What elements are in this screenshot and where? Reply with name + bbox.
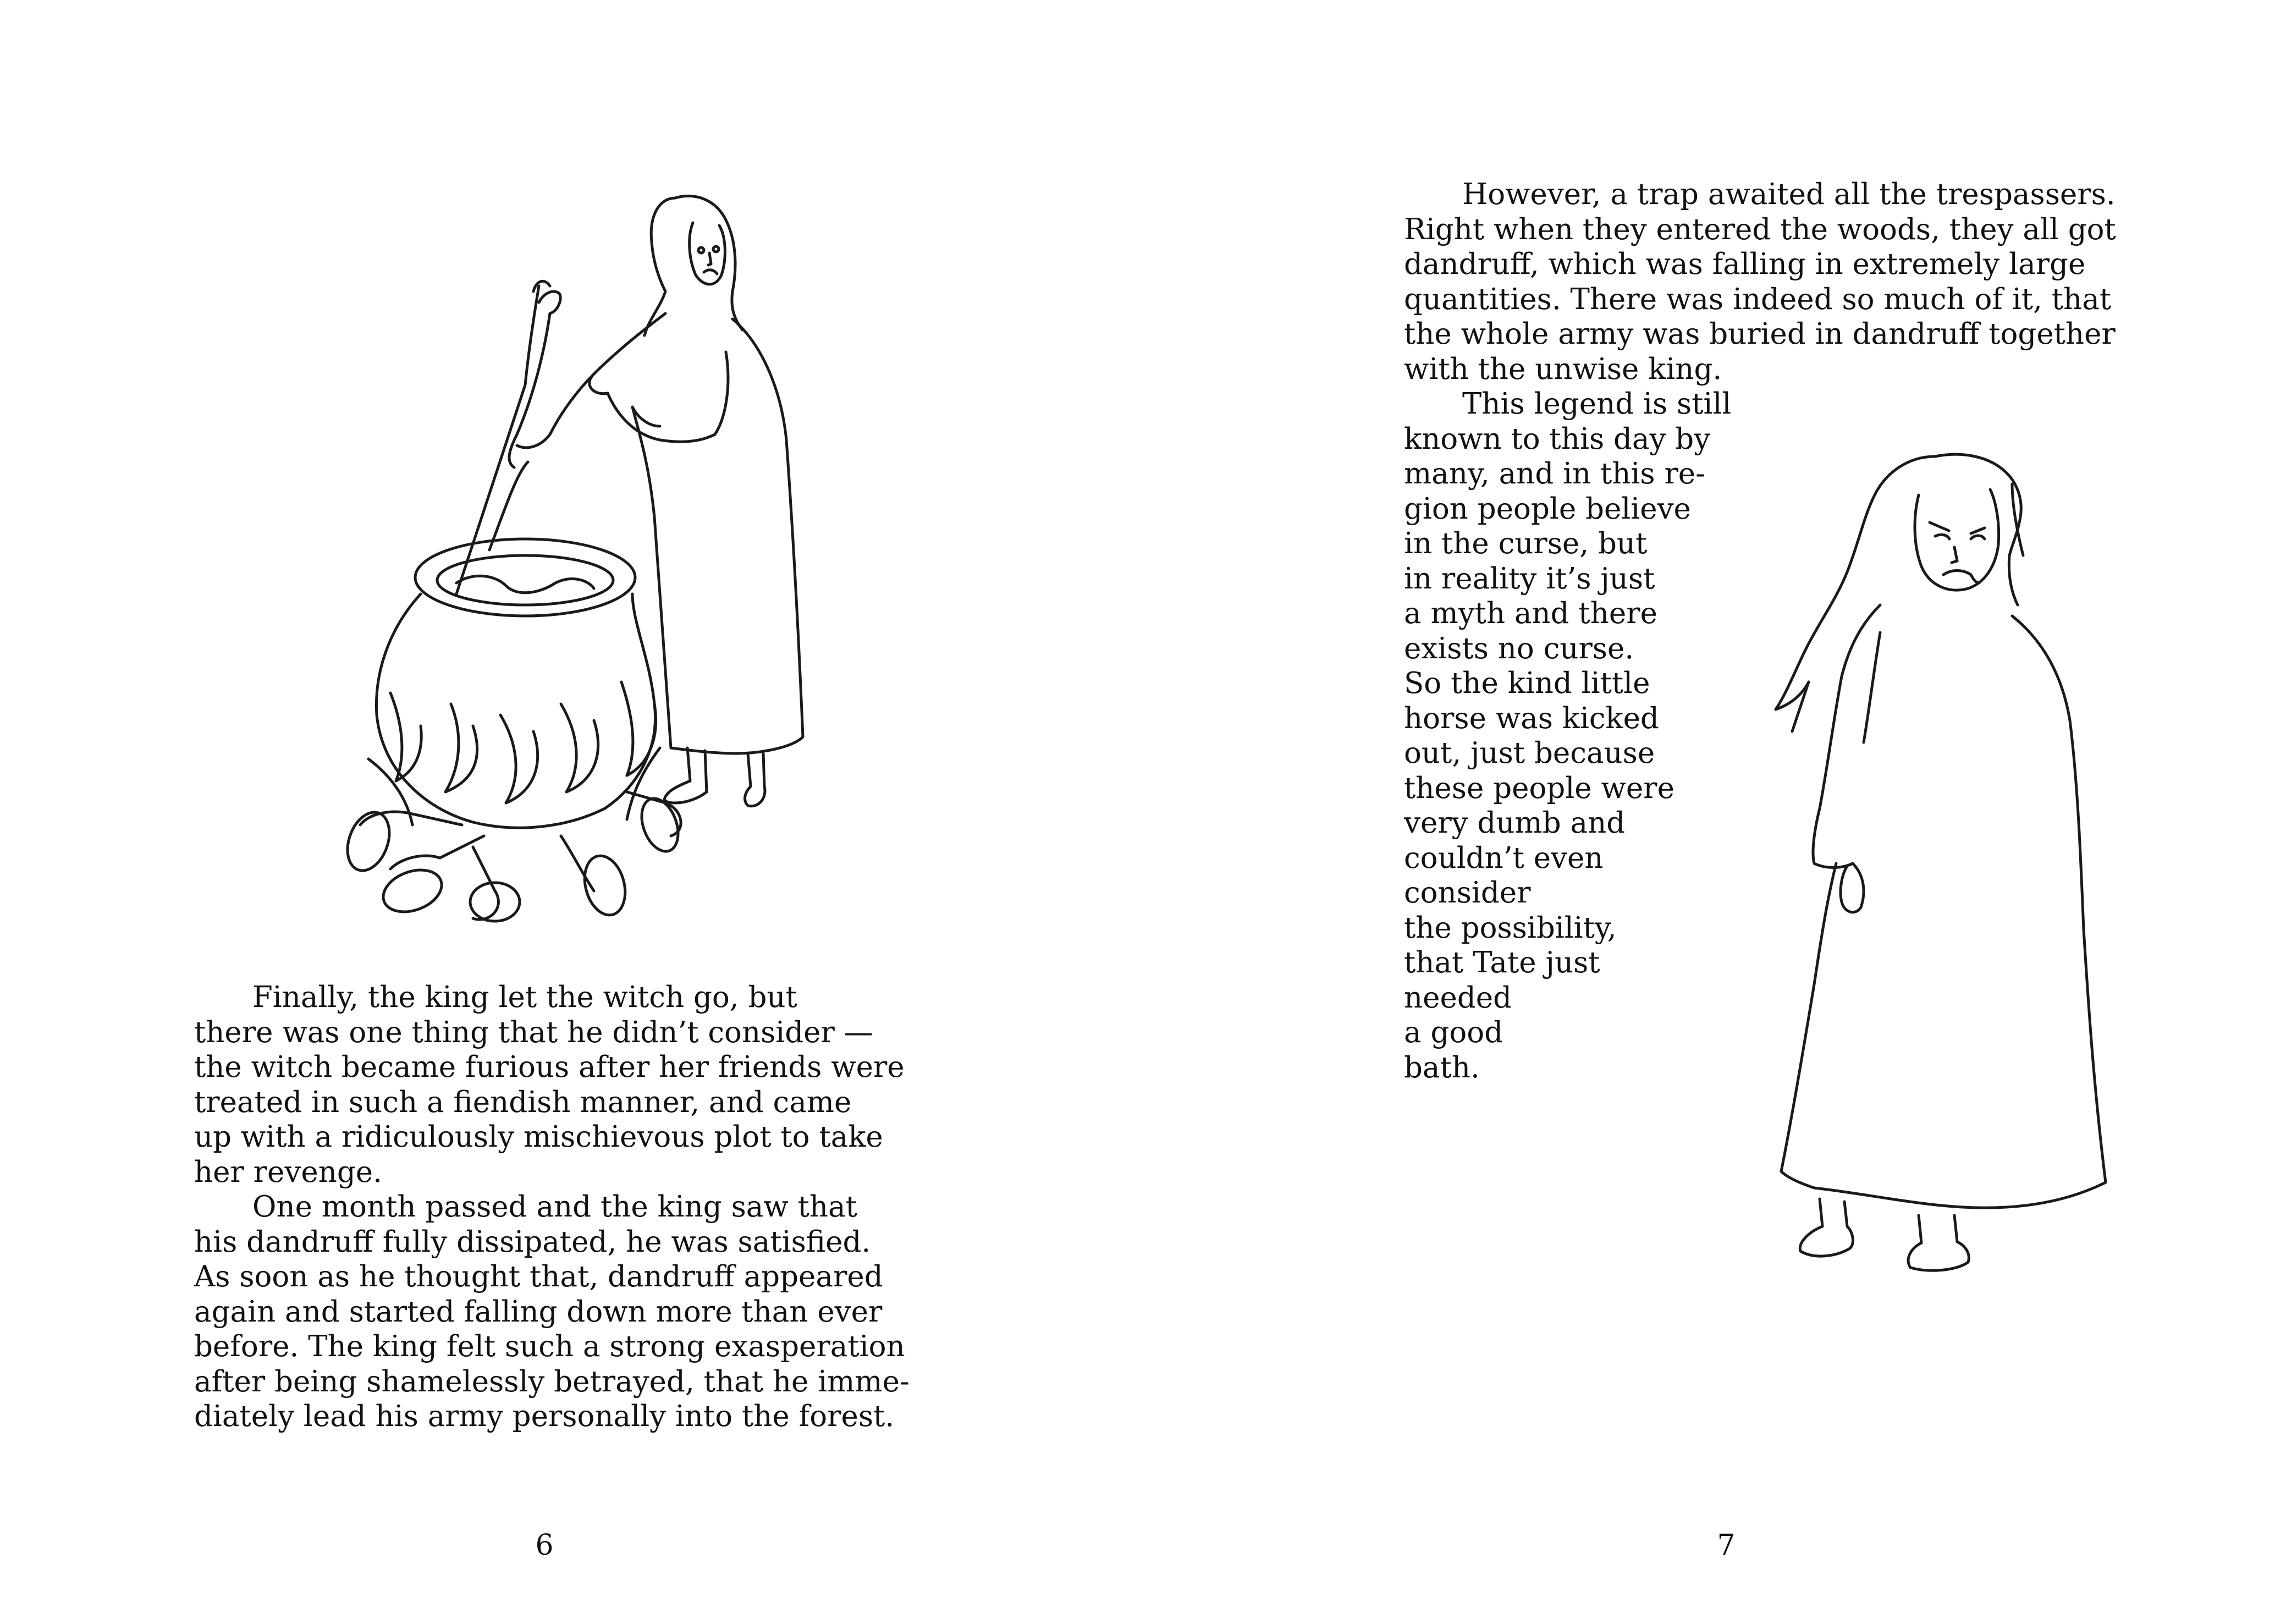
text-line: However, a trap awaited all the trespassers. [1462, 178, 2116, 211]
text-line: As soon as he thought that, dandruff appeared [194, 1260, 883, 1293]
text-line: quantities. There was indeed so much of it, that [1404, 282, 2112, 316]
page-number: 6 [535, 1529, 554, 1562]
text-line: the witch became furious after her friends were [194, 1050, 905, 1084]
text-line: consider [1404, 876, 1531, 910]
text-line: dandruff, which was falling in extremely large [1404, 247, 2086, 281]
text-line: This legend is still [1462, 387, 1732, 421]
text-line: her revenge. [194, 1155, 382, 1189]
text-line: again and started falling down more than ever [194, 1295, 883, 1329]
text-line: So the kind little [1404, 667, 1650, 700]
text-line: that Tate just [1404, 946, 1600, 979]
angry-witch-illustration [1754, 434, 2139, 1292]
text-line: couldn’t even [1404, 841, 1604, 875]
text-line: known to this day by [1404, 422, 1711, 456]
text-line: after being shamelessly betrayed, that he imme- [194, 1364, 910, 1399]
text-line: with the unwise king. [1404, 352, 1722, 386]
text-line: horse was kicked [1404, 701, 1659, 735]
witch-cauldron-illustration [308, 176, 858, 935]
text-line: in the curse, but [1404, 527, 1648, 560]
text-line: exists no curse. [1404, 631, 1634, 665]
text-line: in reality it’s just [1404, 561, 1655, 596]
text-line: treated in such a fiendish manner, and came [194, 1085, 852, 1119]
text-line: One month passed and the king saw that [252, 1190, 857, 1224]
text-line: a good [1404, 1016, 1503, 1049]
text-line: very dumb and [1404, 806, 1626, 840]
text-line: diately lead his army personally into the forest. [194, 1400, 895, 1433]
right-page [1143, 0, 2286, 1624]
text-line: Right when they entered the woods, they all got [1404, 212, 2116, 246]
text-line: many, and in this re- [1404, 457, 1706, 491]
text-line: gion people believe [1404, 492, 1691, 526]
text-line: Finally, the king let the witch go, but [252, 981, 797, 1014]
text-line: the possibility, [1404, 911, 1617, 945]
text-line: there was one thing that he didn’t consider — [194, 1015, 873, 1049]
text-line: out, just because [1404, 736, 1655, 770]
page-number: 7 [1717, 1529, 1736, 1562]
paragraph [1404, 177, 2130, 387]
paragraph [194, 1190, 909, 1434]
text-line: a myth and there [1404, 597, 1657, 630]
text-line: the whole army was buried in dandruff together [1404, 317, 2116, 351]
text-line: bath. [1404, 1050, 1480, 1084]
text-line: his dandruff fully dissipated, he was satisfied. [194, 1225, 871, 1259]
paragraph [194, 980, 909, 1190]
text-line: before. The king felt such a strong exasperation [194, 1330, 905, 1363]
text-line: needed [1404, 981, 1512, 1015]
left-page-text [194, 980, 909, 1434]
text-line: up with a ridiculously mischievous plot to take [194, 1120, 883, 1154]
text-line: these people were [1404, 771, 1674, 805]
